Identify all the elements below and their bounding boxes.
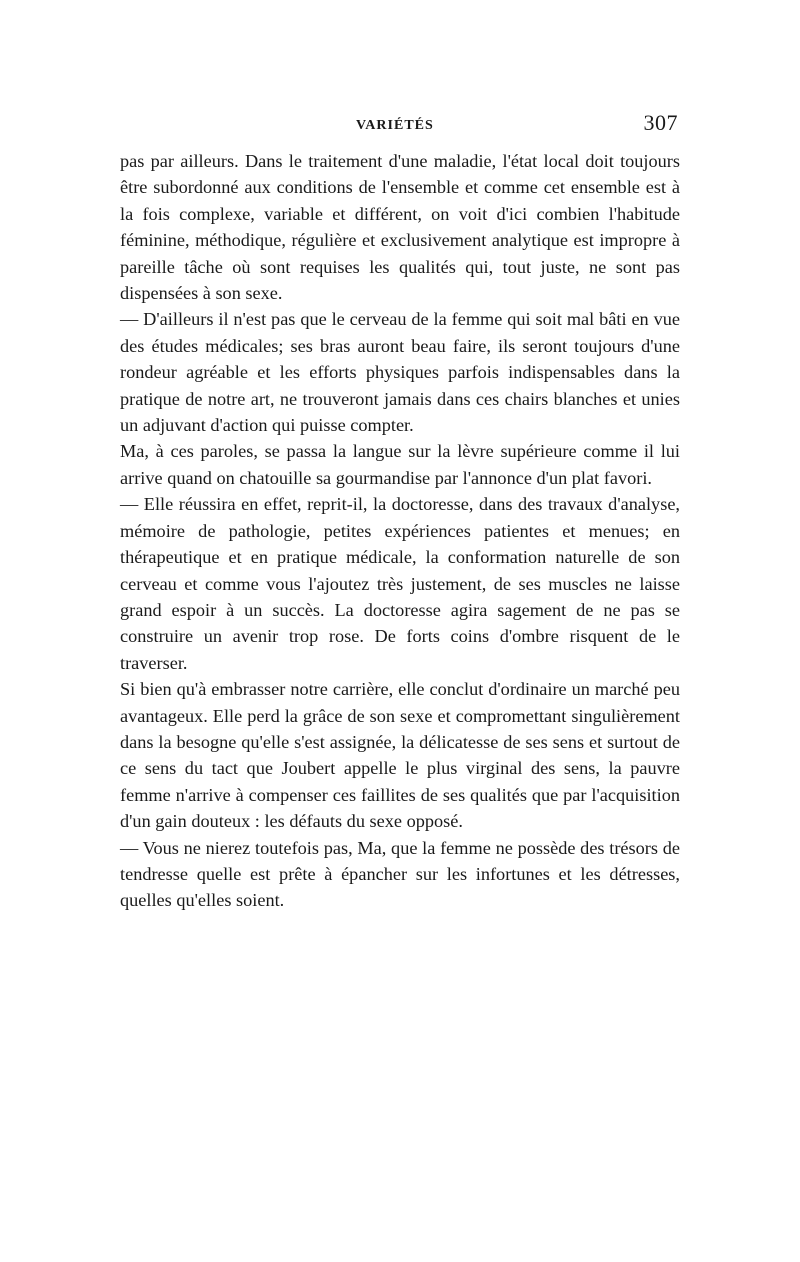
page-number: 307 — [643, 110, 678, 135]
paragraph: Si bien qu'à embrasser notre carrière, elle conclut d'ordinaire un marché peu avantageux. Elle perd la grâce de son sexe et compromettant singulièrement dans la besogne qu'elle s'est assignée, la délicatesse de ses sens et surtout de ce sens du tact que Joubert appelle le plus virginal des sens, la pauvre femme n'arrive à compenser ces faillites de ses qualités que par l'acquisition d'un gain douteux : les défauts du sexe opposé. — [120, 679, 680, 832]
paragraph: Ma, à ces paroles, se passa la langue sur la lèvre supérieure comme il lui arrive quand on chatouille sa gourmandise par l'annonce d'un plat favori. — [120, 441, 680, 488]
book-page — [120, 110, 680, 914]
paragraph: — Vous ne nierez toutefois pas, Ma, que la femme ne possède des trésors de tendresse quelle est prête à épancher sur les infortunes et les détresses, quelles qu'elles soient. — [120, 837, 680, 911]
running-title: VARIÉTÉS — [356, 118, 434, 133]
paragraph: — Elle réussira en effet, reprit-il, la doctoresse, dans des travaux d'analyse, mémoire de pathologie, petites expériences patientes et menues; en thérapeutique et en pratique médicale, la conformation naturelle de son cerveau et comme vous l'ajoutez très justement, de ses muscles ne laisse grand espoir à un succès. La doctoresse agira sagement de ne pas se construire un avenir trop rose. De forts coins d'ombre risquent de le traverser. — [120, 494, 680, 673]
running-head — [120, 110, 680, 146]
paragraph: — D'ailleurs il n'est pas que le cerveau de la femme qui soit mal bâti en vue des études médicales; ses bras auront beau faire, ils seront toujours d'une rondeur agréable et les efforts physiques parfois indispensables dans la pratique de notre art, ne trouveront jamais dans ces chairs blanches et unies un adjuvant d'action qui puisse compter. — [120, 309, 680, 436]
paragraph: pas par ailleurs. Dans le traitement d'une maladie, l'état local doit toujours être subordonné aux conditions de l'ensemble et comme cet ensemble est à la fois complexe, variable et différent, on voit d'ici combien l'habitude féminine, méthodique, régulière et exclusivement analytique est impropre à pareille tâche où sont requises les qualités qui, tout juste, ne sont pas dispensées à son sexe. — [120, 151, 680, 304]
body-text — [120, 148, 680, 914]
